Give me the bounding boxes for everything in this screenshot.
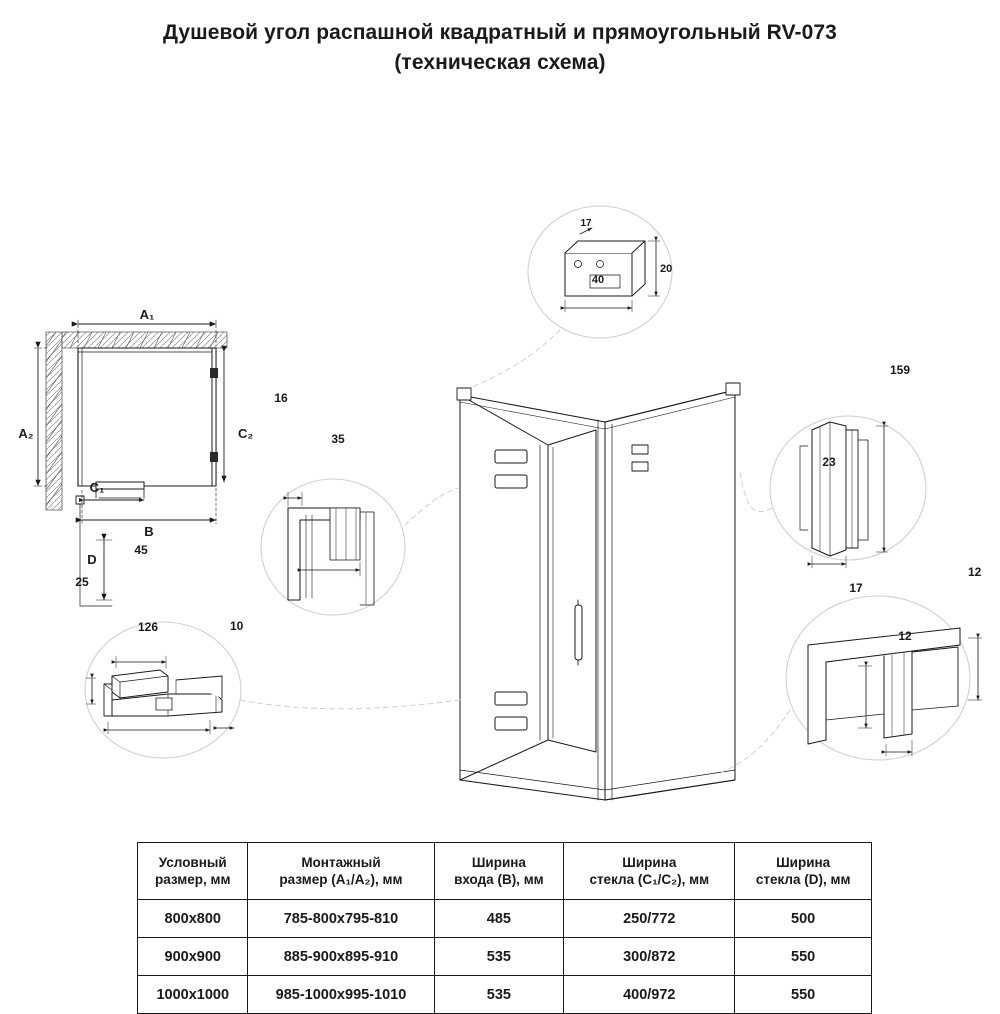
dim-16: 16 [274,391,288,405]
dim-23: 23 [822,455,836,469]
dim-17-bracket: 17 [580,218,592,229]
dim-159: 159 [890,363,911,377]
plan-view [34,320,227,606]
table-row [138,938,872,976]
callout-profile-detail [261,479,458,615]
page-title-line2: (техническая схема) [394,51,606,74]
table-row [138,900,872,938]
table-row [138,976,872,1014]
cell-glass-width-d: 550 [735,938,872,976]
specs-table [137,842,872,1014]
page-title-line1: Душевой угол распашной квадратный и прямоугольный RV-073 [163,21,837,44]
dim-25: 25 [75,575,89,589]
callout-bracket-detail [470,206,672,388]
dim-a2: A₂ [18,426,34,441]
page-title [0,18,1000,78]
cell-mounting-size: 985-1000x995-1010 [248,976,434,1014]
cell-entrance-width: 535 [434,938,564,976]
dim-d: D [87,552,97,567]
th-nominal-size: Условный размер, мм [138,843,248,900]
cell-glass-width-c: 400/972 [564,976,735,1014]
callout-handle-detail [85,622,460,758]
enclosure-3d [457,383,740,800]
dim-b: B [144,524,154,539]
technical-drawing [0,100,1000,810]
callout-bottom-profile-detail [722,596,982,772]
dim-126: 126 [137,620,159,634]
dim-40: 40 [591,274,605,286]
cell-nominal-size: 1000x1000 [138,976,248,1014]
dim-17-bottom: 17 [849,581,863,595]
drawing-svg [0,100,1000,810]
specs-table-wrap [137,842,872,1014]
dim-c1: C₁ [89,480,105,495]
cell-nominal-size: 900x900 [138,938,248,976]
dim-a1: A₁ [139,307,155,322]
cell-mounting-size: 885-900x895-910 [248,938,434,976]
th-entrance-width: Ширина входа (B), мм [434,843,564,900]
th-mounting-size: Монтажный размер (A₁/A₂), мм [248,843,434,900]
cell-mounting-size: 785-800x795-810 [248,900,434,938]
th-glass-width-c: Ширина стекла (C₁/C₂), мм [564,843,735,900]
cell-glass-width-c: 250/772 [564,900,735,938]
cell-glass-width-d: 550 [735,976,872,1014]
dim-20: 20 [660,263,673,275]
dim-12-bottom: 12 [898,629,912,643]
th-glass-width-d: Ширина стекла (D), мм [735,843,872,900]
cell-glass-width-c: 300/872 [564,938,735,976]
cell-nominal-size: 800x800 [138,900,248,938]
dim-10: 10 [230,619,244,633]
callout-hinge-detail [740,416,926,568]
cell-entrance-width: 535 [434,976,564,1014]
cell-glass-width-d: 500 [735,900,872,938]
dim-12-right: 12 [968,565,982,579]
table-header-row [138,843,872,900]
cell-entrance-width: 485 [434,900,564,938]
dim-35: 35 [331,432,345,446]
dim-c2: C₂ [238,426,254,441]
dim-45: 45 [134,543,148,557]
